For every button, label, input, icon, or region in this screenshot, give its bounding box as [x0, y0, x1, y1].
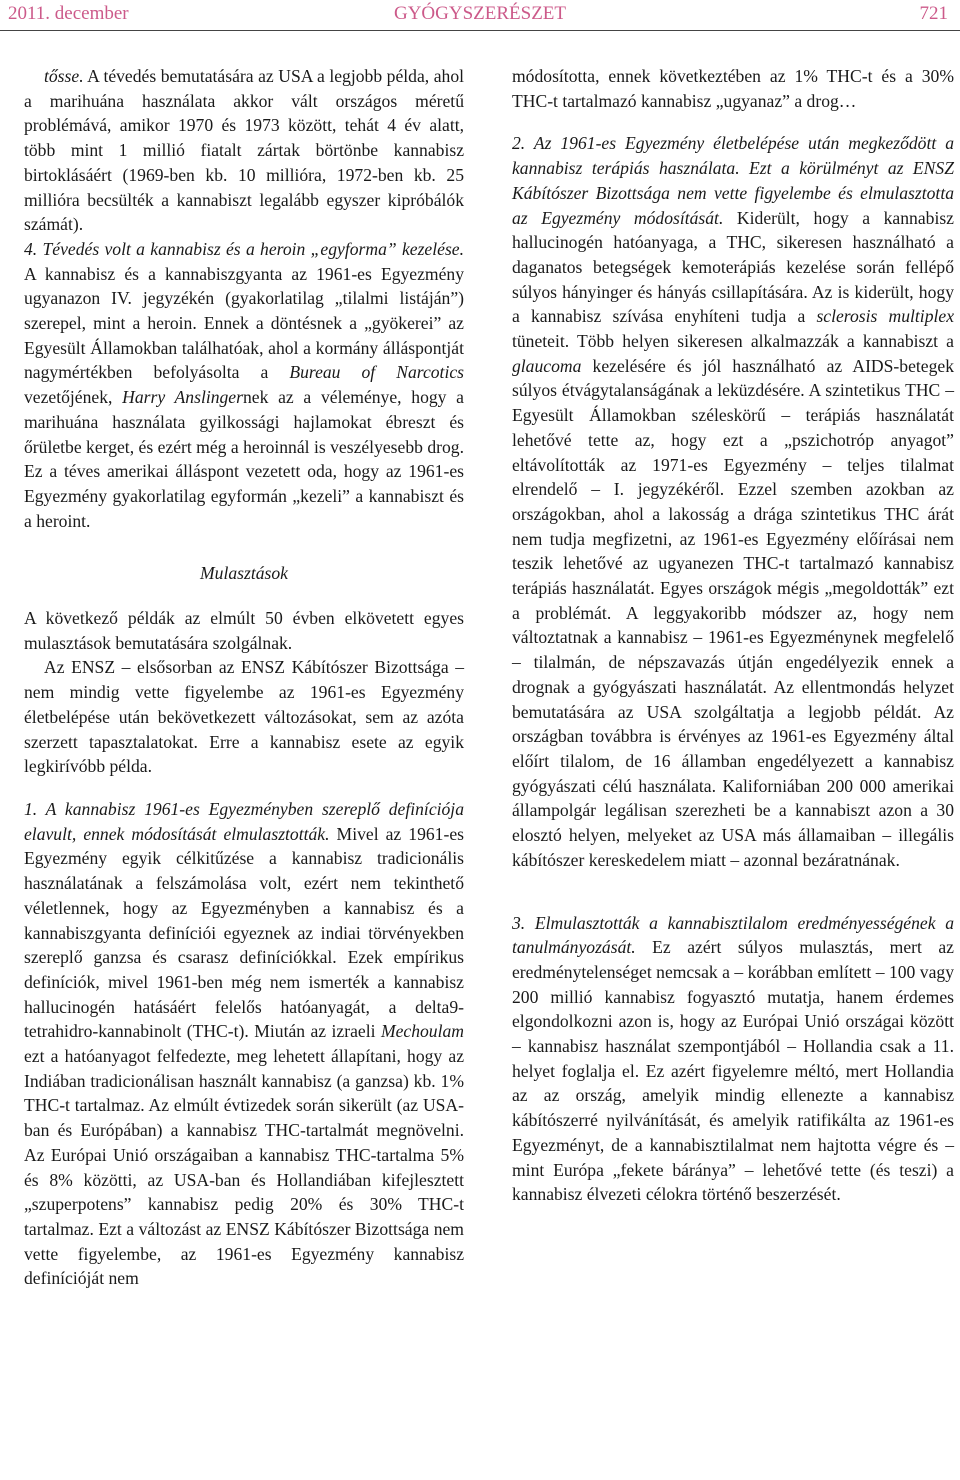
paragraph-text: nek az a véleménye, hogy a marihuána használata gyilkossági hajlamokat ébreszt és őrületbe kerget, és ezért még a heroinnál is veszélyesebb drog. Ez a téves amerikai álláspont vezetett oda, hogy az 1961-es Egyezmény gyakorlatilag egyformán „kezeli” a kannabiszt és a heroint. [24, 387, 464, 531]
header-journal-title: GYÓGYSZERÉSZET [393, 3, 567, 24]
header-date: 2011. december [8, 3, 129, 24]
section-heading: Mulasztások [200, 563, 288, 584]
italic-text: Harry Anslinger [122, 387, 243, 408]
paragraph [512, 131, 954, 872]
paragraph-text: ezt a hatóanyagot felfedezte, meg lehetett állapítani, hogy az Indiában tradicionálisan használt kannabisz (a ganzsa) kb. 1% THC-t tartalmaz. Az elmúlt évtizedek során sikerült (az USA-ban és Európában) a kannabisz THC-tartalmát megnövelni. Az Európai Unió országaiban a kannabisz THC-tartalma 5% és 8% közötti, az USA-ban és Hollandiában kifejlesztett „szuperpotens” kannabisz pedig 20% és 30% THC-t tartalmaz. Ezt a változást az ENSZ Kábítószer Bizottsága nem vette figyelembe, az 1961-es Egyezmény kannabisz definícióját nem [24, 1046, 464, 1289]
paragraph-text: Mivel az 1961-es Egyezmény egyik célkitűzése a kannabisz tradicionális használatának a felszámolása volt, ezért nem tekinthető véletlennek, hogy az Egyezményben a kannabisz és a kannabiszgyanta definíciói egyeznek az indiai törvényekben szereplő ganzsa és csarasz definíciókkal. Ezek empírikus definíciók, mivel 1961-ben még nem ismerték a kannabisz hallucinogén hatásáért felelős hatóanyagát, a delta9-tetrahidro-kannabinolt (THC-t). Miután az izraeli [24, 823, 464, 1042]
paragraph-text: vezetőjének, [24, 387, 123, 408]
paragraph [24, 797, 464, 1291]
header-page-number: 721 [919, 3, 948, 24]
paragraph [24, 64, 464, 237]
left-column [24, 64, 464, 1291]
right-column [512, 64, 954, 1207]
paragraph-text: Kiderült, hogy a kannabisz hallucinogén hatóanyaga, a THC, sikeresen használható a daganatos betegségek kemoterápiás kezelése során fellépő súlyos hányinger és hányás csillapítására. Az is kiderült, hogy a kannabisz szívása enyhíteni tudja a [512, 207, 954, 327]
paragraph: módosította, ennek következtében az 1% THC-t és a 30% THC-t tartalmazó kannabisz „ugyanaz” a drog… [512, 66, 954, 111]
italic-text: Bureau of Narcotics [289, 362, 464, 383]
italic-text: sclerosis multiplex [816, 306, 955, 327]
paragraph: A következő példák az elmúlt 50 évben elkövetett egyes mulasztások bemutatására szolgálnak. [24, 608, 464, 653]
numbered-point-title: 1. A kannabisz 1961-es Egyezményben szereplő definíciója elavult, ennek módosítását elmulasztották. [24, 798, 464, 844]
paragraph [512, 911, 954, 1207]
paragraph: Az ENSZ – elsősorban az ENSZ Kábítószer Bizottsága – nem mindig vette figyelembe az 1961-es Egyezmény életbelépése után bekövetkezett változásokat, sem az azóta szerzett tapasztalatokat. Erre a kannabisz esete az egyik legkirívóbb példa. [24, 657, 464, 777]
italic-text: Mechoulam [380, 1021, 464, 1042]
numbered-point-title: 4. Tévedés volt a kannabisz és a heroin „egyforma” kezelése. [24, 238, 464, 259]
numbered-point-title: 2. Az 1961-es Egyezmény életbelépése után megkeződött a kannabisz terápiás használata. Ezt a körülményt az ENSZ Kábítószer Bizottsága nem vette figyelembe és elmulasztotta az Egyezmény módosítását. [512, 133, 954, 228]
paragraph-text: kezelésére és jól használható az AIDS-betegek súlyos étvágytalanságának a leküzdésére. A szintetikus THC – Egyesült Államokban széleskörű – terápiás használatát lehetővé tette az, hogy ezt a „pszichotróp anyagot” eltávolították az 1971-es Egyezmény – teljes tilalmat elrendelő – I. jegyzékéről. Ezzel szemben azokban az országokban, ahol a lakosság a drága szintetikus THC árát nem tudja megfizetni, az 1961-es Egyezmény előírásai nem teszik lehetővé az ugyanezen THC-t tartalmazó kannabisz terápiás használatát. Egyes országok mégis „megoldották” ezt a problémát. A leggyakoribb módszer az, hogy nem változtatnak a kannabisz – 1961-es Egyezménynek megfelelő – tilalmán, de népszavazás útján engedélyezik ennek a drognak a gyógyászati használatát. Az ellentmondás helyzet bemutatására az USA szolgáltatja a legjobb példát. Az országban továbbra is érvényes az 1961-es Egyezmény által előírt tilalom, de 16 államban engedélyezett a kannabisz gyógyászati célú használata. Kaliforniában 200 000 amerikai állampolgár legálisan szerezheti be a kannabiszt azon a 30 elosztó helyen, melyeket az USA más államaiban – illegális kábítószer kereskedelem miatt – azonnal bezáratnának. [512, 355, 954, 870]
paragraph-text: tüneteit. Több helyen sikeresen alkalmazzák a kannabiszt a [512, 331, 954, 352]
numbered-point-title: 3. Elmulasztották a kannabisztilalom eredményességének a tanulmányozását. [512, 912, 954, 958]
paragraph-text: Ez azért súlyos mulasztás, mert az eredménytelenséget nemcsak a – korábban említett – 100 vagy 200 millió kannabisz fogyasztó mutatja, hanem érdemes elgondolkozni azon is, hogy az Európai Unió országai között – kannabisz használat szempontjából – Hollandia csak a 11. helyet foglalja el. Ez azért figyelemre méltó, mert Hollandia az az ország, amelyik mindig ellenezte a kannabisz kábítószerré nyilvánítását, és amelyik ratifikálta az 1961-es Egyezményt, de a kannabisztilalmat nem hajtotta végre és – mint Európa „fekete báránya” – lehetővé tette (és teszi) a kannabisz élvezeti célokra történő beszerzését. [512, 937, 954, 1205]
italic-text: glaucoma [512, 355, 582, 376]
paragraph [24, 237, 464, 533]
page-header [0, 0, 960, 31]
paragraph-text: A kannabisz és a kannabiszgyanta az 1961-es Egyezmény ugyanazon IV. jegyzékén (gyakorlatilag „tilalmi listáján”) szerepel, mint a heroin. Ennek a döntésnek a „gyökerei” az Egyesült Államokban találhatóak, ahol a kormány álláspontját nagymértékben befolyásolta a [24, 263, 464, 383]
italic-text: tősse. [44, 66, 84, 86]
paragraph-text: A tévedés bemutatására az USA a legjobb példa, ahol a marihuána használata akkor vált országos méretű problémává, amikor 1970 és 1973 között, tehát 4 év alatt, több mint 1 millió fiatalt zártak börtönbe kannabisz birtoklásáért (1969-ben kb. 10 millióra, 1972-ben kb. 25 millióra becsülték a kannabiszt legalább egyszer kipróbálók számát). [24, 66, 464, 235]
